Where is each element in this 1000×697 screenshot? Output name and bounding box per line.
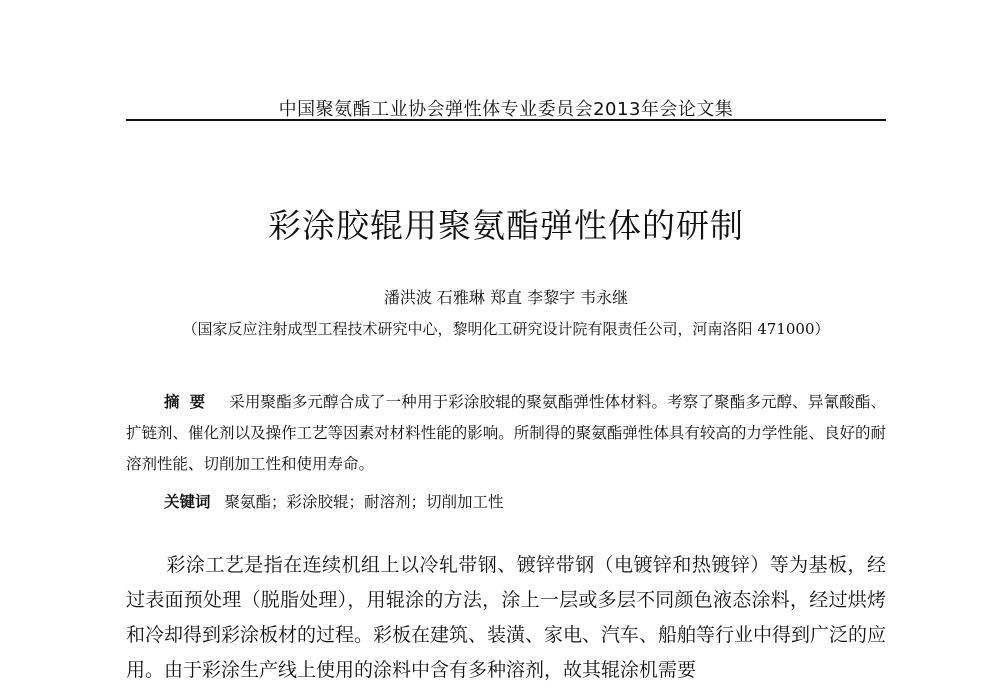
keywords-label: 关键词 xyxy=(164,492,211,511)
abstract-label: 摘要 xyxy=(164,392,216,411)
paper-title: 彩涂胶辊用聚氨酯弹性体的研制 xyxy=(268,206,744,245)
keywords-text: 聚氨酯；彩涂胶辊；耐溶剂；切削加工性 xyxy=(224,493,504,511)
authors: 潘洪波 石雅琳 郑直 李黎宇 韦永继 xyxy=(383,288,629,307)
body-paragraph-text: 彩涂工艺是指在连续机组上以冷轧带钢、镀锌带钢（电镀锌和热镀锌）等为基板，经过表面预处理（脱脂处理），用辊涂的方法，涂上一层或多层不同颜色液态涂料，经过烘烤和冷却得到彩涂板材的过程。彩板在建筑、装潢、家电、汽车、船舶等行业中得到广泛的应用。由于彩涂生产线上使用的涂料中含有多种溶剂，故其辊涂机需要 xyxy=(126,554,887,681)
running-header: 中国聚氨酯工业协会弹性体专业委员会2013年会论文集 xyxy=(278,99,734,120)
body-paragraph xyxy=(126,548,886,688)
abstract xyxy=(126,386,886,480)
header-rule xyxy=(126,119,886,121)
keywords xyxy=(126,490,886,512)
abstract-text: 采用聚酯多元醇合成了一种用于彩涂胶辊的聚氨酯弹性体材料。考察了聚酯多元醇、异氰酸酯、扩链剂、催化剂以及操作工艺等因素对材料性能的影响。所制得的聚氨酯弹性体具有较高的力学性能、良好的耐溶剂性能、切削加工性和使用寿命。 xyxy=(126,393,886,473)
affiliation: （国家反应注射成型工程技术研究中心，黎明化工研究设计院有限责任公司，河南洛阳 471000） xyxy=(182,320,830,338)
